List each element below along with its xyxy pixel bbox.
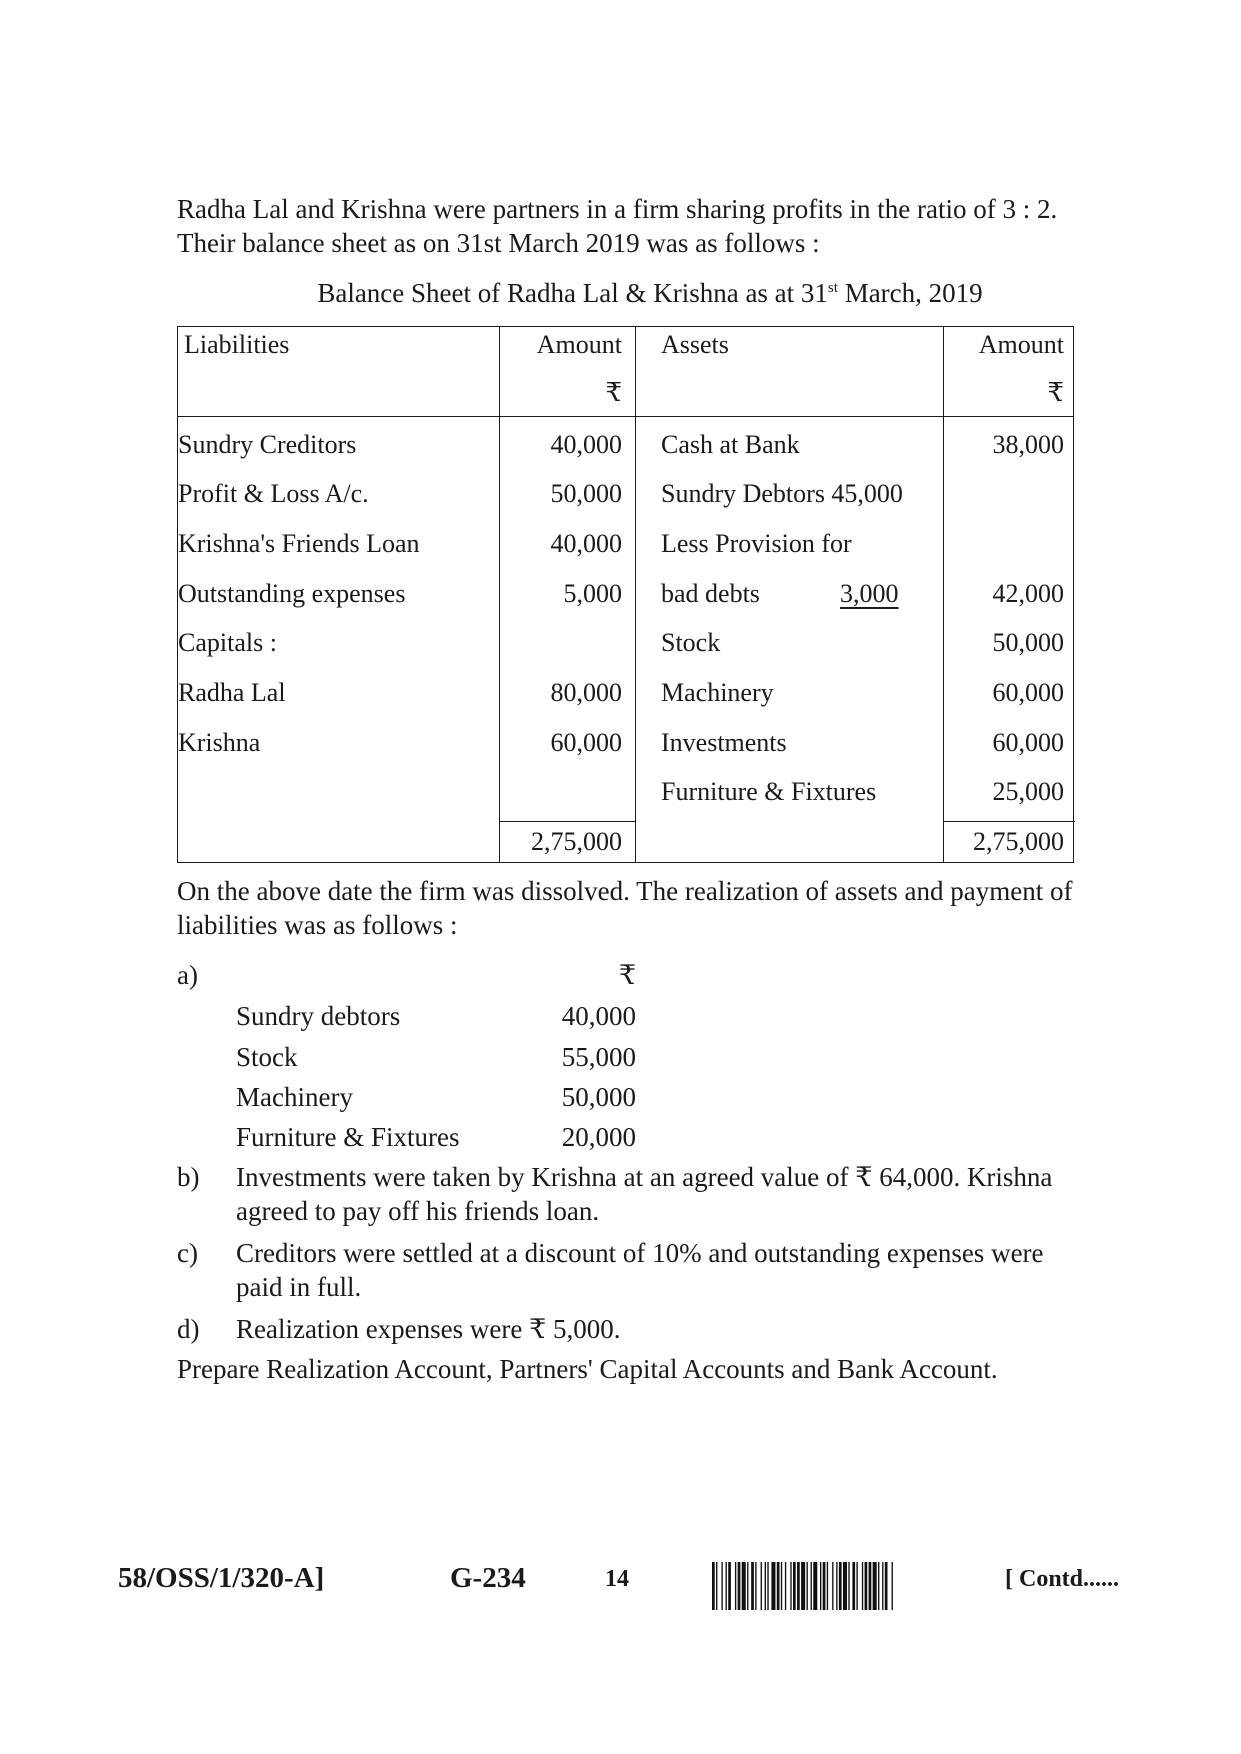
asset-amount: 60,000 [992, 678, 1064, 707]
realization-item-label: Machinery [236, 1082, 353, 1112]
header-amount-assets: Amount [978, 330, 1064, 359]
asset-amount: 42,000 [992, 579, 1064, 608]
asset-label: Cash at Bank [661, 430, 800, 459]
realization-item-label: Sundry debtors [236, 1001, 401, 1031]
asset-label: Less Provision for [661, 529, 852, 558]
liability-label: Radha Lal [178, 678, 286, 707]
liability-amount: 80,000 [550, 678, 622, 707]
dissolution-line-1: On the above date the firm was dissolved. The realization of assets and payment of [177, 876, 1073, 906]
asset-label: Sundry Debtors 45,000 [661, 479, 903, 508]
currency-symbol: ₹ [605, 378, 622, 407]
realization-item-amount: 50,000 [561, 1082, 636, 1112]
total-rule-assets [943, 821, 1075, 822]
paper-code: 58/OSS/1/320-A] [118, 1562, 325, 1594]
item-d-label: d) [177, 1314, 200, 1344]
dissolution-line-2: liabilities was as follows : [177, 910, 458, 940]
balance-sheet-title: Balance Sheet of Radha Lal & Krishna as at 31st March, 2019 [317, 278, 983, 308]
item-d-line-1: Realization expenses were ₹ 5,000. [236, 1314, 621, 1344]
header-amount-liabilities: Amount [536, 330, 622, 359]
header-divider [178, 416, 1073, 417]
currency-symbol: ₹ [618, 960, 636, 990]
balance-sheet-table [177, 326, 1074, 863]
realization-item-amount: 40,000 [561, 1001, 636, 1031]
continued-label: [ Contd...... [1005, 1566, 1120, 1592]
asset-amount: 38,000 [992, 430, 1064, 459]
header-assets: Assets [661, 330, 729, 359]
realization-item-label: Furniture & Fixtures [236, 1122, 460, 1152]
liability-label: Capitals : [178, 628, 277, 657]
liability-amount: 50,000 [550, 479, 622, 508]
total-liabilities: 2,75,000 [531, 827, 622, 856]
currency-symbol: ₹ [1047, 378, 1064, 407]
liability-label: Krishna [178, 728, 261, 757]
liability-label: Sundry Creditors [178, 430, 357, 459]
liability-label: Profit & Loss A/c. [178, 479, 369, 508]
item-c-line-2: paid in full. [236, 1272, 362, 1302]
asset-inner-amount: 3,000 [840, 579, 899, 608]
instruction: Prepare Realization Account, Partners' Capital Accounts and Bank Account. [177, 1354, 998, 1384]
column-divider [635, 327, 636, 862]
intro-line-2: Their balance sheet as on 31st March 2019 was as follows : [177, 228, 820, 258]
asset-label: Stock [661, 628, 721, 657]
item-a-label: a) [177, 960, 198, 990]
asset-amount: 50,000 [992, 628, 1064, 657]
item-b-line-1: Investments were taken by Krishna at an agreed value of ₹ 64,000. Krishna [236, 1162, 1053, 1192]
asset-label: Investments [661, 728, 787, 757]
item-b-line-2: agreed to pay off his friends loan. [236, 1196, 600, 1226]
intro-line-1: Radha Lal and Krishna were partners in a firm sharing profits in the ratio of 3 : 2. [177, 194, 1058, 224]
asset-amount: 60,000 [992, 728, 1064, 757]
asset-label: Furniture & Fixtures [661, 777, 877, 806]
total-assets: 2,75,000 [973, 827, 1064, 856]
asset-label: Machinery [661, 678, 774, 707]
item-b-label: b) [177, 1162, 200, 1192]
liability-amount: 5,000 [563, 579, 622, 608]
asset-label: bad debts [661, 579, 760, 608]
realization-item-amount: 20,000 [561, 1122, 636, 1152]
realization-item-amount: 55,000 [561, 1042, 636, 1072]
liability-amount: 60,000 [550, 728, 622, 757]
realization-item-label: Stock [236, 1042, 298, 1072]
item-c-label: c) [177, 1238, 198, 1268]
series-code: G-234 [450, 1562, 526, 1594]
liability-amount: 40,000 [550, 529, 622, 558]
liability-label: Outstanding expenses [178, 579, 406, 608]
header-liabilities: Liabilities [184, 330, 290, 359]
total-rule-liabilities [499, 821, 635, 822]
page-number: 14 [605, 1566, 629, 1592]
item-c-line-1: Creditors were settled at a discount of 10% and outstanding expenses were [236, 1238, 1044, 1268]
liability-amount: 40,000 [550, 430, 622, 459]
liability-label: Krishna's Friends Loan [178, 529, 420, 558]
asset-amount: 25,000 [992, 777, 1064, 806]
barcode-icon [712, 1562, 980, 1610]
